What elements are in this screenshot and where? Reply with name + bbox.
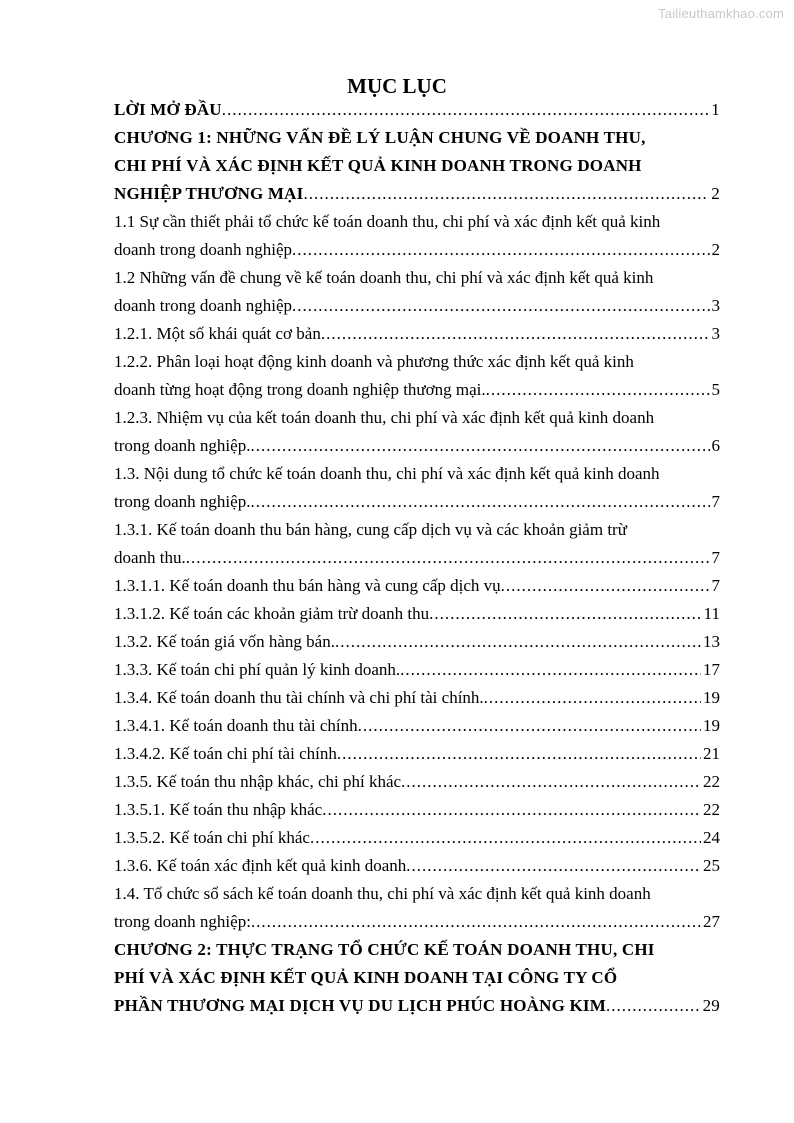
dot-leader [401,768,701,796]
dot-leader [250,488,709,516]
dot-leader [310,824,701,852]
toc-entry-last-line [114,712,720,740]
toc-entry-text: 1.3.4.2. Kế toán chi phí tài chính [114,744,337,763]
toc-entry-last-line [114,684,720,712]
dot-leader [406,852,701,880]
toc-entry[interactable] [114,404,720,460]
toc-page-number: 3 [711,324,720,343]
dot-leader [606,992,701,1020]
toc-entry-last-line [114,908,720,936]
toc-entry-text: 1.3.1.1. Kế toán doanh thu bán hàng và cung cấp dịch vụ [114,576,501,595]
dot-leader [251,908,701,936]
toc-page-number: 19 [703,716,720,735]
toc-entry-last-line [114,656,720,684]
toc-entry-text: trong doanh nghiệp: [114,912,251,931]
dot-leader [303,180,709,208]
toc-page-number: 7 [711,576,720,595]
toc-page-number: 24 [703,828,720,847]
toc-page-number: 5 [711,380,720,399]
watermark-text: Tailieuthamkhao.com [658,6,784,21]
toc-entry-text: 1.3.5.2. Kế toán chi phí khác [114,828,310,847]
dot-leader [335,628,701,656]
toc-entry[interactable] [114,264,720,320]
toc-entry-line: CHƯƠNG 2: THỰC TRẠNG TỔ CHỨC KẾ TOÁN DOANH THU, CHI [114,940,655,959]
toc-entry-text: 1.3.4. Kế toán doanh thu tài chính và chi phí tài chính. [114,688,484,707]
toc-entry[interactable] [114,348,720,404]
toc-page-number: 6 [711,436,720,455]
toc-page-number: 22 [703,772,720,791]
toc-entry-text: LỜI MỞ ĐẦU [114,100,222,119]
toc-page-number: 7 [711,548,720,567]
dot-leader [486,376,710,404]
toc-page-number: 27 [703,912,720,931]
toc-entry[interactable] [114,852,720,880]
toc-entry-line: CHƯƠNG 1: NHỮNG VẤN ĐỀ LÝ LUẬN CHUNG VỀ DOANH THU, [114,128,646,147]
toc-entry-line: 1.2.2. Phân loại hoạt động kinh doanh và phương thức xác định kết quả kinh [114,352,634,371]
toc-page-number: 2 [711,184,720,203]
dot-leader [400,656,701,684]
toc-entry-text: 1.3.3. Kế toán chi phí quản lý kinh doanh. [114,660,401,679]
toc-entry-text: PHẦN THƯƠNG MẠI DỊCH VỤ DU LỊCH PHÚC HOÀNG KIM [114,996,606,1015]
toc-entry[interactable] [114,516,720,572]
toc-entry[interactable] [114,796,720,824]
toc-entry[interactable] [114,628,720,656]
toc-page-number: 29 [702,996,720,1015]
dot-leader [429,600,701,628]
toc-entry-text: trong doanh nghiệp. [114,492,251,511]
toc-entry-last-line [114,180,720,208]
toc-entry-text: doanh từng hoạt động trong doanh nghiệp thương mại. [114,380,486,399]
dot-leader [186,544,710,572]
toc-entry[interactable] [114,572,720,600]
toc-entry-line: 1.1 Sự cần thiết phải tổ chức kế toán doanh thu, chi phí và xác định kết quả kinh [114,212,661,231]
toc-entry-last-line [114,236,720,264]
toc-page-number: 19 [703,688,720,707]
dot-leader [321,320,710,348]
dot-leader [322,796,701,824]
toc-page-number: 25 [703,856,720,875]
toc-entry-last-line [114,740,720,768]
toc-entry-line: PHÍ VÀ XÁC ĐỊNH KẾT QUẢ KINH DOANH TẠI CÔNG TY CỔ [114,968,618,987]
toc-entry[interactable] [114,208,720,264]
toc-entry[interactable] [114,124,720,208]
toc-entry-text: 1.3.5.1. Kế toán thu nhập khác [114,800,323,819]
toc-entry-last-line [114,824,720,852]
toc-entry-text: trong doanh nghiệp. [114,436,251,455]
toc-entry-last-line [114,572,720,600]
toc-entry-last-line [114,544,720,572]
page-title: MỤC LỤC [347,74,447,98]
dot-leader [292,236,710,264]
toc-page-number: 3 [711,296,720,315]
toc-entry-text: 1.3.4.1. Kế toán doanh thu tài chính [114,716,358,735]
toc-entry[interactable] [114,684,720,712]
toc-entry[interactable] [114,712,720,740]
toc-entry-line: 1.4. Tổ chức sổ sách kế toán doanh thu, chi phí và xác định kết quả kinh doanh [114,884,651,903]
toc-entry-last-line [114,96,720,124]
toc-entry-text: 1.3.6. Kế toán xác định kết quả kinh doanh [114,856,407,875]
toc-entry-text: 1.2.1. Một số khái quát cơ bản [114,324,321,343]
toc-page-number: 7 [711,492,720,511]
toc-page-number: 2 [711,240,720,259]
toc-page-number: 21 [703,744,720,763]
toc-entry-line: 1.2 Những vấn đề chung về kế toán doanh thu, chi phí và xác định kết quả kinh [114,268,654,287]
toc-entry-last-line [114,320,720,348]
toc-entry-last-line [114,768,720,796]
toc-entry-text: doanh thu. [114,548,186,567]
toc-entry-text: 1.3.1.2. Kế toán các khoản giảm trừ doanh thu [114,604,430,623]
toc-entry-last-line [114,600,720,628]
table-of-contents [114,96,720,1020]
toc-page-number: 22 [703,800,720,819]
dot-leader [337,740,701,768]
toc-entry[interactable] [114,936,720,1020]
toc-entry-last-line [114,292,720,320]
dot-leader [292,292,710,320]
dot-leader [250,432,709,460]
toc-page-number: 11 [703,604,720,623]
toc-entry[interactable] [114,460,720,516]
dot-leader [358,712,701,740]
toc-entry-text: doanh trong doanh nghiệp [114,240,292,259]
toc-entry-text: NGHIỆP THƯƠNG MẠI [114,184,304,203]
toc-entry-last-line [114,992,720,1020]
dot-leader [484,684,701,712]
toc-entry-text: 1.3.2. Kế toán giá vốn hàng bán. [114,632,335,651]
toc-page-number: 1 [711,100,720,119]
toc-page-number: 13 [703,632,720,651]
toc-entry[interactable] [114,824,720,852]
toc-entry-last-line [114,628,720,656]
toc-entry-last-line [114,432,720,460]
toc-page-number: 17 [703,660,720,679]
dot-leader [501,572,710,600]
toc-entry[interactable] [114,768,720,796]
toc-entry-line: 1.3. Nội dung tổ chức kế toán doanh thu, chi phí và xác định kết quả kinh doanh [114,464,660,483]
toc-entry-text: 1.3.5. Kế toán thu nhập khác, chi phí khác [114,772,402,791]
toc-entry[interactable] [114,320,720,348]
toc-entry-line: CHI PHÍ VÀ XÁC ĐỊNH KẾT QUẢ KINH DOANH TRONG DOANH [114,156,642,175]
toc-entry-last-line [114,488,720,516]
toc-entry[interactable] [114,656,720,684]
dot-leader [222,96,710,124]
toc-entry[interactable] [114,600,720,628]
toc-entry[interactable] [114,96,720,124]
toc-entry-line: 1.3.1. Kế toán doanh thu bán hàng, cung cấp dịch vụ và các khoản giảm trừ [114,520,627,539]
toc-entry-last-line [114,796,720,824]
toc-entry-last-line [114,852,720,880]
toc-entry-text: doanh trong doanh nghiệp [114,296,292,315]
toc-entry[interactable] [114,740,720,768]
toc-entry-line: 1.2.3. Nhiệm vụ của kết toán doanh thu, chi phí và xác định kết quả kinh doanh [114,408,655,427]
toc-entry-last-line [114,376,720,404]
toc-entry[interactable] [114,880,720,936]
